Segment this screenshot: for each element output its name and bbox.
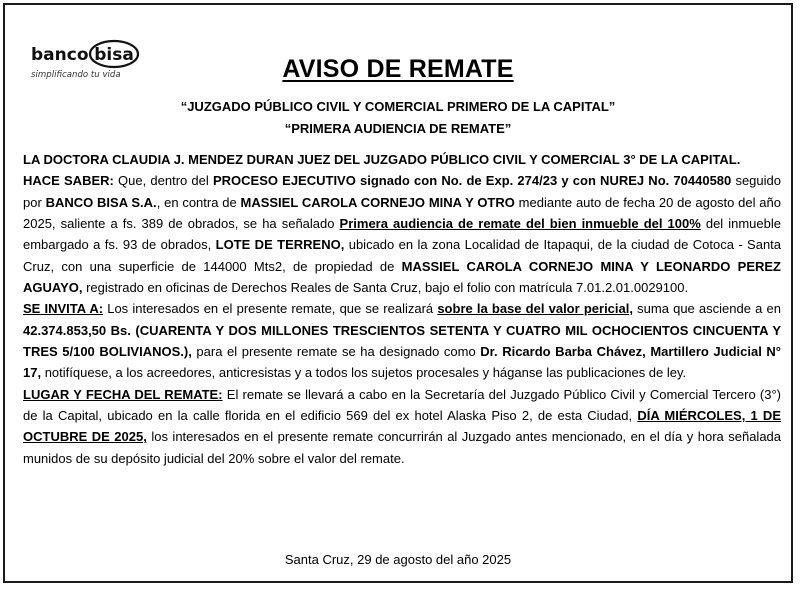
place-and-date-signoff: Santa Cruz, 29 de agosto del año 2025 bbox=[284, 552, 512, 567]
defendant-name: MASSIEL CAROLA CORNEJO MINA Y OTRO bbox=[240, 194, 515, 210]
text-run: seguido por bbox=[23, 173, 781, 210]
owners-names: MASSIEL CAROLA CORNEJO MINA Y LEONARDO PEREZ AGUAYO, bbox=[23, 258, 781, 296]
text-run: mediante auto de fecha 20 de agosto del año 2025, saliente a fs. 389 de obrados, se ha señalado bbox=[23, 194, 781, 232]
hearing-name-line: “PRIMERA AUDIENCIA DE REMATE” bbox=[284, 121, 512, 136]
notice-frame bbox=[3, 3, 793, 583]
invitation-label: SE INVITA A: bbox=[23, 301, 104, 317]
hace-saber-paragraph bbox=[23, 170, 781, 298]
invitation-paragraph bbox=[23, 298, 781, 383]
notice-title: AVISO DE REMATE bbox=[282, 55, 514, 83]
logo-tagline: simplificando tu vida bbox=[31, 70, 121, 80]
text-run: Los interesados en el presente remate, que se realizará bbox=[103, 301, 438, 317]
auction-date: DÍA MIÉRCOLES, 1 DE OCTUBRE DE 2025, bbox=[23, 408, 781, 445]
place-date-label: LUGAR Y FECHA DEL REMATE: bbox=[23, 386, 223, 402]
text-run: notifíquese, a los acreedores, anticresistas y a todos los sujetos procesales y háganse las publicaciones de ley. bbox=[41, 365, 687, 381]
auction-type: Primera audiencia de remate del bien inmueble del 100% bbox=[339, 216, 701, 232]
text-run: ubicado en la zona Localidad de Itapaqui, de la ciudad de Cotoca - Santa Cruz, con una superficie de 144000 Mts2, de propiedad de bbox=[23, 237, 782, 274]
judge-paragraph: LA DOCTORA CLAUDIA J. MENDEZ DURAN JUEZ DEL JUZGADO PÚBLICO CIVIL Y COMERCIAL 3° DE LA CAPITAL. bbox=[23, 152, 741, 167]
text-run: El remate se llevará a cabo en la Secretaría del Juzgado Público Civil y Comercial Tercero (3°) de la Capital, ubicado en la calle florida en el edificio 569 del ex hotel Alaska Piso 2, de esta Ciudad, bbox=[23, 386, 781, 424]
text-run: registrado en oficinas de Derechos Reales de Santa Cruz, bajo el folio con matrícula 7.01.2.01.0029100. bbox=[82, 280, 689, 296]
logo-brand-word: banco bbox=[31, 45, 89, 65]
base-amount: 42.374.853,50 Bs. (CUARENTA Y DOS MILLONES TRESCIENTOS SETENTA Y CUATRO MIL OCHOCIENTOS CINCUENTA Y TRES 5/100 BOLIVIANOS.), bbox=[23, 322, 781, 360]
auctioneer-name: Dr. Ricardo Barba Chávez, Martillero Judicial N° 17, bbox=[23, 344, 782, 381]
text-run: los interesados en el presente remate concurrirán al Juzgado antes mencionado, en el día y hora señalada munidos de su depósito judicial del 20% sobre el valor del remate. bbox=[23, 429, 782, 466]
base-value-phrase: sobre la base del valor pericial, bbox=[437, 301, 633, 317]
text-run: Que, dentro del bbox=[113, 173, 213, 189]
text-run: suma que asciende a en bbox=[632, 301, 781, 317]
text-run: , en contra de bbox=[156, 194, 241, 210]
notice-body bbox=[23, 149, 781, 469]
court-name-line: “JUZGADO PÚBLICO CIVIL Y COMERCIAL PRIMERO DE LA CAPITAL” bbox=[180, 99, 616, 114]
plaintiff-name: BANCO BISA S.A. bbox=[45, 194, 157, 210]
text-run: del inmueble embargado a fs. 93 de obrados, bbox=[23, 216, 781, 253]
process-reference: PROCESO EJECUTIVO signado con No. de Exp. 274/23 y con NUREJ No. 70440580 bbox=[212, 173, 732, 189]
property-type: LOTE DE TERRENO, bbox=[215, 237, 345, 253]
text-run: para el presente remate se ha designado como bbox=[191, 344, 481, 360]
hace-saber-label: HACE SABER: bbox=[23, 173, 114, 189]
place-date-paragraph bbox=[23, 384, 781, 469]
logo-brand-mark: bisa bbox=[94, 45, 134, 65]
